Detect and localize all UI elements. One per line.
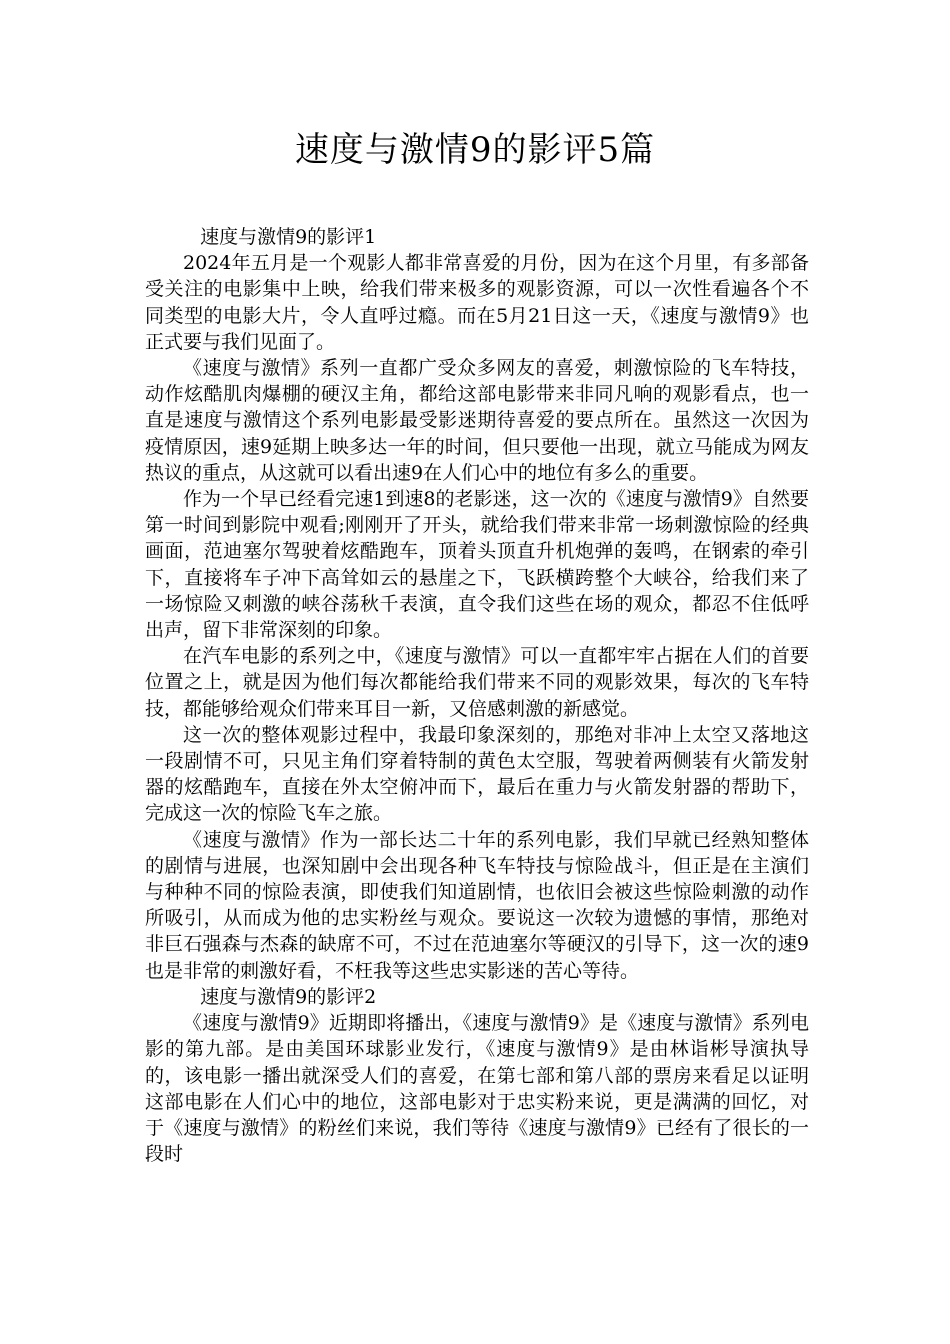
section-heading: 速度与激情9的影评2 bbox=[200, 985, 377, 1008]
document-title: 速度与激情9的影评5篇 bbox=[294, 130, 656, 170]
document-body bbox=[145, 224, 809, 1167]
paragraph: 在汽车电影的系列之中，《速度与激情》可以一直都牢牢占据在人们的首要位置之上，就是因为他们每次都能给我们带来不同的观影效果，每次的飞车特技，都能够给观众们带来耳目一新，又倍感刺激的新感觉。 bbox=[145, 645, 809, 720]
paragraph: 《速度与激情》作为一部长达二十年的系列电影，我们早就已经熟知整体的剧情与进展，也深知剧中会出现各种飞车特技与惊险战斗，但正是在主演们与种种不同的惊险表演，即使我们知道剧情，也依旧会被这些惊险刺激的动作所吸引，从而成为他的忠实粉丝与观众。要说这一次较为遗憾的事情，那绝对非巨石强森与杰森的缺席不可，不过在范迪塞尔等硬汉的引导下，这一次的速9也是非常的刺激好看，不枉我等这些忠实影迷的苦心等待。 bbox=[145, 828, 809, 982]
paragraph: 2024年五月是一个观影人都非常喜爱的月份，因为在这个月里，有多部备受关注的电影集中上映，给我们带来极多的观影资源，可以一次性看遍各个不同类型的电影大片，令人直呼过瘾。而在5月21日这一天，《速度与激情9》也正式要与我们见面了。 bbox=[145, 252, 809, 353]
section-heading: 速度与激情9的影评1 bbox=[200, 226, 377, 248]
paragraph: 《速度与激情9》近期即将播出，《速度与激情9》是《速度与激情》系列电影的第九部。是由美国环球影业发行，《速度与激情9》是由林诣彬导演执导的，该电影一播出就深受人们的喜爱，在第七部和第八部的票房来看足以证明这部电影在人们心中的地位，这部电影对于忠实粉来说，更是满满的回忆，对于《速度与激情》的粉丝们来说，我们等待《速度与激情9》已经有了很长的一段时 bbox=[145, 1012, 809, 1166]
paragraph: 这一次的整体观影过程中，我最印象深刻的，那绝对非冲上太空又落地这一段剧情不可，只见主角们穿着特制的黄色太空服，驾驶着两侧装有火箭发射器的炫酷跑车，直接在外太空俯冲而下，最后在重力与火箭发射器的帮助下，完成这一次的惊险飞车之旅。 bbox=[145, 723, 809, 825]
paragraph: 《速度与激情》系列一直都广受众多网友的喜爱，刺激惊险的飞车特技，动作炫酷肌肉爆棚的硬汉主角，都给这部电影带来非同凡响的观影看点，也一直是速度与激情这个系列电影最受影迷期待喜爱的要点所在。虽然这一次因为疫情原因，速9延期上映多达一年的时间，但只要他一出现，就立马能成为网友热议的重点，从这就可以看出速9在人们心中的地位有多么的重要。 bbox=[145, 357, 809, 484]
paragraph: 作为一个早已经看完速1到速8的老影迷，这一次的《速度与激情9》自然要第一时间到影院中观看;刚刚开了开头，就给我们带来非常一场刺激惊险的经典画面，范迪塞尔驾驶着炫酷跑车，顶着头顶直升机炮弹的轰鸣，在钢索的牵引下，直接将车子冲下高耸如云的悬崖之下，飞跃横跨整个大峡谷，给我们来了一场惊险又刺激的峡谷荡秋千表演，直令我们这些在场的观众，都忍不住低呼出声，留下非常深刻的印象。 bbox=[145, 488, 809, 642]
